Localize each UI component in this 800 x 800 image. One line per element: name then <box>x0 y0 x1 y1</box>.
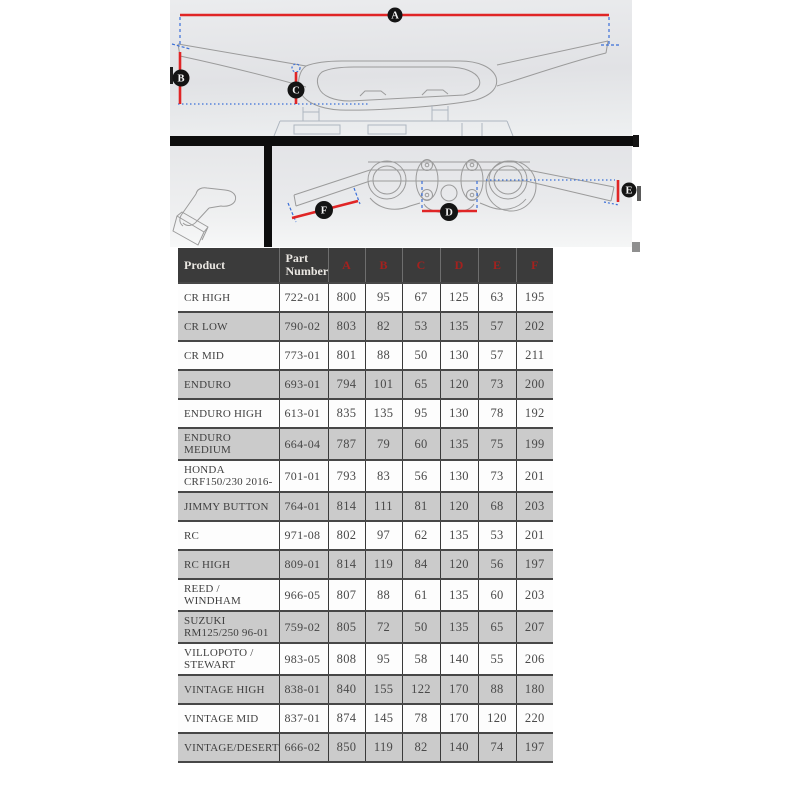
dim-c-cell: 84 <box>402 550 440 579</box>
dim-c-cell: 58 <box>402 643 440 675</box>
table-row <box>178 521 553 550</box>
dim-e-cell: 60 <box>478 579 516 611</box>
dim-e-cell: 120 <box>478 704 516 733</box>
dim-f-cell: 206 <box>516 643 553 675</box>
product-cell: SUZUKI RM125/250 96-01 <box>178 611 279 643</box>
dim-d-cell: 125 <box>440 283 478 312</box>
dim-a-cell: 803 <box>328 312 365 341</box>
front-view-panel <box>272 146 632 247</box>
table-row <box>178 733 553 762</box>
handlebar-spec-table <box>178 248 553 763</box>
dim-c-cell: 60 <box>402 428 440 460</box>
header-dim-a: A <box>328 248 365 283</box>
product-cell: VINTAGE HIGH <box>178 675 279 704</box>
product-cell: CR HIGH <box>178 283 279 312</box>
dim-a-cell: 801 <box>328 341 365 370</box>
product-cell: HONDA CRF150/230 2016- <box>178 460 279 492</box>
header-dim-c: C <box>402 248 440 283</box>
label-b <box>173 70 190 87</box>
dim-d-cell: 120 <box>440 550 478 579</box>
dim-e-cell: 55 <box>478 643 516 675</box>
dim-b-cell: 88 <box>365 341 402 370</box>
dim-b-cell: 155 <box>365 675 402 704</box>
top-view-drawing <box>170 0 632 136</box>
part-number-cell: 837-01 <box>279 704 328 733</box>
dim-d-cell: 120 <box>440 492 478 521</box>
dim-b-cell: 119 <box>365 733 402 762</box>
dim-a-cell: 787 <box>328 428 365 460</box>
dim-b-cell: 95 <box>365 283 402 312</box>
dim-e-cell: 74 <box>478 733 516 762</box>
top-view-panel <box>170 0 632 136</box>
product-cell: RC <box>178 521 279 550</box>
dim-e-cell: 57 <box>478 341 516 370</box>
dim-c-cell: 50 <box>402 611 440 643</box>
product-cell: CR LOW <box>178 312 279 341</box>
dim-b-cell: 119 <box>365 550 402 579</box>
dim-c-cell: 81 <box>402 492 440 521</box>
vertical-divider-bar <box>264 146 272 247</box>
dim-f-cell: 180 <box>516 675 553 704</box>
dim-e-cell: 57 <box>478 312 516 341</box>
dim-e-cell: 63 <box>478 283 516 312</box>
product-cell: ENDURO <box>178 370 279 399</box>
dim-c-cell: 53 <box>402 312 440 341</box>
dim-b-cell: 82 <box>365 312 402 341</box>
handlebar-diagram-image <box>170 0 632 247</box>
table-row <box>178 675 553 704</box>
dim-e-cell: 73 <box>478 460 516 492</box>
dim-f-cell: 197 <box>516 550 553 579</box>
dim-e-cell: 68 <box>478 492 516 521</box>
dim-e-cell: 75 <box>478 428 516 460</box>
dim-d-cell: 135 <box>440 312 478 341</box>
dim-d-cell: 120 <box>440 370 478 399</box>
product-cell: VINTAGE MID <box>178 704 279 733</box>
part-number-cell: 759-02 <box>279 611 328 643</box>
product-cell: JIMMY BUTTON <box>178 492 279 521</box>
dim-f-cell: 201 <box>516 460 553 492</box>
header-product: Product <box>178 248 279 283</box>
dim-f-cell: 203 <box>516 492 553 521</box>
svg-text:F: F <box>320 205 328 217</box>
dim-f-cell: 220 <box>516 704 553 733</box>
part-number-cell: 773-01 <box>279 341 328 370</box>
part-number-cell: 701-01 <box>279 460 328 492</box>
label-f <box>315 201 333 219</box>
dim-a-cell: 802 <box>328 521 365 550</box>
dim-a-cell: 874 <box>328 704 365 733</box>
dim-d-cell: 135 <box>440 611 478 643</box>
product-cell: REED / WINDHAM <box>178 579 279 611</box>
dim-a-cell: 794 <box>328 370 365 399</box>
product-cell: RC HIGH <box>178 550 279 579</box>
dim-d-cell: 140 <box>440 643 478 675</box>
dim-f-cell: 192 <box>516 399 553 428</box>
dim-b-cell: 135 <box>365 399 402 428</box>
part-number-cell: 838-01 <box>279 675 328 704</box>
dim-b-cell: 101 <box>365 370 402 399</box>
dim-a-cell: 814 <box>328 550 365 579</box>
part-number-cell: 613-01 <box>279 399 328 428</box>
dim-a-cell: 800 <box>328 283 365 312</box>
table-row <box>178 428 553 460</box>
dim-c-cell: 56 <box>402 460 440 492</box>
dim-e-cell: 65 <box>478 611 516 643</box>
table-row <box>178 579 553 611</box>
clamp-sketch <box>274 105 513 136</box>
dim-a-cell: 793 <box>328 460 365 492</box>
dim-f-cell: 211 <box>516 341 553 370</box>
svg-text:A: A <box>391 10 399 22</box>
table-row <box>178 611 553 643</box>
part-number-cell: 790-02 <box>279 312 328 341</box>
right-edge-mark-bottom <box>632 242 640 252</box>
dim-e-cell: 78 <box>478 399 516 428</box>
dim-a-cell: 840 <box>328 675 365 704</box>
product-cell: ENDURO HIGH <box>178 399 279 428</box>
lever-drawing <box>170 146 264 247</box>
dim-b-cell: 79 <box>365 428 402 460</box>
horizontal-divider-bar <box>170 136 638 146</box>
dim-c-cell: 67 <box>402 283 440 312</box>
dim-a-cell: 805 <box>328 611 365 643</box>
dim-b-cell: 145 <box>365 704 402 733</box>
header-part-number: Part Number <box>279 248 328 283</box>
front-view-drawing <box>272 146 632 247</box>
header-dim-b: B <box>365 248 402 283</box>
dim-f-cell: 202 <box>516 312 553 341</box>
dim-e-cell: 88 <box>478 675 516 704</box>
dim-b-cell: 111 <box>365 492 402 521</box>
svg-text:D: D <box>445 207 453 219</box>
dim-c-cell: 50 <box>402 341 440 370</box>
dim-e-cell: 56 <box>478 550 516 579</box>
table-row <box>178 312 553 341</box>
dim-d-cell: 130 <box>440 460 478 492</box>
dim-d-cell: 140 <box>440 733 478 762</box>
dim-e-cell: 53 <box>478 521 516 550</box>
dim-c-cell: 65 <box>402 370 440 399</box>
part-number-cell: 666-02 <box>279 733 328 762</box>
header-dim-e: E <box>478 248 516 283</box>
svg-text:E: E <box>625 185 633 197</box>
dim-c-cell: 61 <box>402 579 440 611</box>
dim-d-cell: 130 <box>440 399 478 428</box>
product-cell: CR MID <box>178 341 279 370</box>
part-number-cell: 722-01 <box>279 283 328 312</box>
label-e <box>622 183 637 198</box>
dim-b-cell: 83 <box>365 460 402 492</box>
dim-d-cell: 170 <box>440 675 478 704</box>
dim-a-cell: 808 <box>328 643 365 675</box>
diagram-bottom-row <box>170 146 632 247</box>
table-row <box>178 460 553 492</box>
dim-b-cell: 95 <box>365 643 402 675</box>
part-number-cell: 764-01 <box>279 492 328 521</box>
table-row <box>178 550 553 579</box>
label-c <box>288 82 305 99</box>
dim-f-cell: 201 <box>516 521 553 550</box>
part-number-cell: 664-04 <box>279 428 328 460</box>
header-dim-f: F <box>516 248 553 283</box>
dim-c-cell: 82 <box>402 733 440 762</box>
part-number-cell: 983-05 <box>279 643 328 675</box>
dim-b-cell: 72 <box>365 611 402 643</box>
dim-b-cell: 88 <box>365 579 402 611</box>
table-row <box>178 341 553 370</box>
part-number-cell: 809-01 <box>279 550 328 579</box>
dim-c-cell: 62 <box>402 521 440 550</box>
dim-f-cell: 200 <box>516 370 553 399</box>
table-row <box>178 370 553 399</box>
dim-f-cell: 203 <box>516 579 553 611</box>
table-row <box>178 283 553 312</box>
table-row <box>178 704 553 733</box>
svg-text:C: C <box>292 85 300 97</box>
dim-a-cell: 807 <box>328 579 365 611</box>
header-dim-d: D <box>440 248 478 283</box>
table-header-row <box>178 248 553 283</box>
dim-c-cell: 78 <box>402 704 440 733</box>
label-a <box>388 8 403 23</box>
dim-f-cell: 199 <box>516 428 553 460</box>
dim-d-cell: 135 <box>440 428 478 460</box>
table-row <box>178 643 553 675</box>
dim-d-cell: 135 <box>440 521 478 550</box>
dim-f-cell: 195 <box>516 283 553 312</box>
svg-text:B: B <box>177 73 185 85</box>
right-edge-mark-top <box>633 135 639 147</box>
dim-a-cell: 814 <box>328 492 365 521</box>
left-edge-mark <box>170 67 173 84</box>
dim-f-cell: 197 <box>516 733 553 762</box>
part-number-cell: 693-01 <box>279 370 328 399</box>
dim-d-cell: 130 <box>440 341 478 370</box>
dim-f-cell: 207 <box>516 611 553 643</box>
product-cell: ENDURO MEDIUM <box>178 428 279 460</box>
handlebar-outline-top <box>178 41 608 110</box>
table-row <box>178 492 553 521</box>
label-d <box>440 203 458 221</box>
dim-a-cell: 835 <box>328 399 365 428</box>
dim-c-cell: 95 <box>402 399 440 428</box>
dim-b-cell: 97 <box>365 521 402 550</box>
dim-e-cell: 73 <box>478 370 516 399</box>
product-cell: VINTAGE/DESERT <box>178 733 279 762</box>
dim-c-cell: 122 <box>402 675 440 704</box>
part-number-cell: 966-05 <box>279 579 328 611</box>
part-number-cell: 971-08 <box>279 521 328 550</box>
dim-d-cell: 135 <box>440 579 478 611</box>
lever-panel <box>170 146 264 247</box>
lever-outline <box>173 188 236 245</box>
table-row <box>178 399 553 428</box>
right-edge-mark-middle <box>637 186 641 201</box>
dim-d-cell: 170 <box>440 704 478 733</box>
dim-a-cell: 850 <box>328 733 365 762</box>
product-cell: VILLOPOTO / STEWART <box>178 643 279 675</box>
